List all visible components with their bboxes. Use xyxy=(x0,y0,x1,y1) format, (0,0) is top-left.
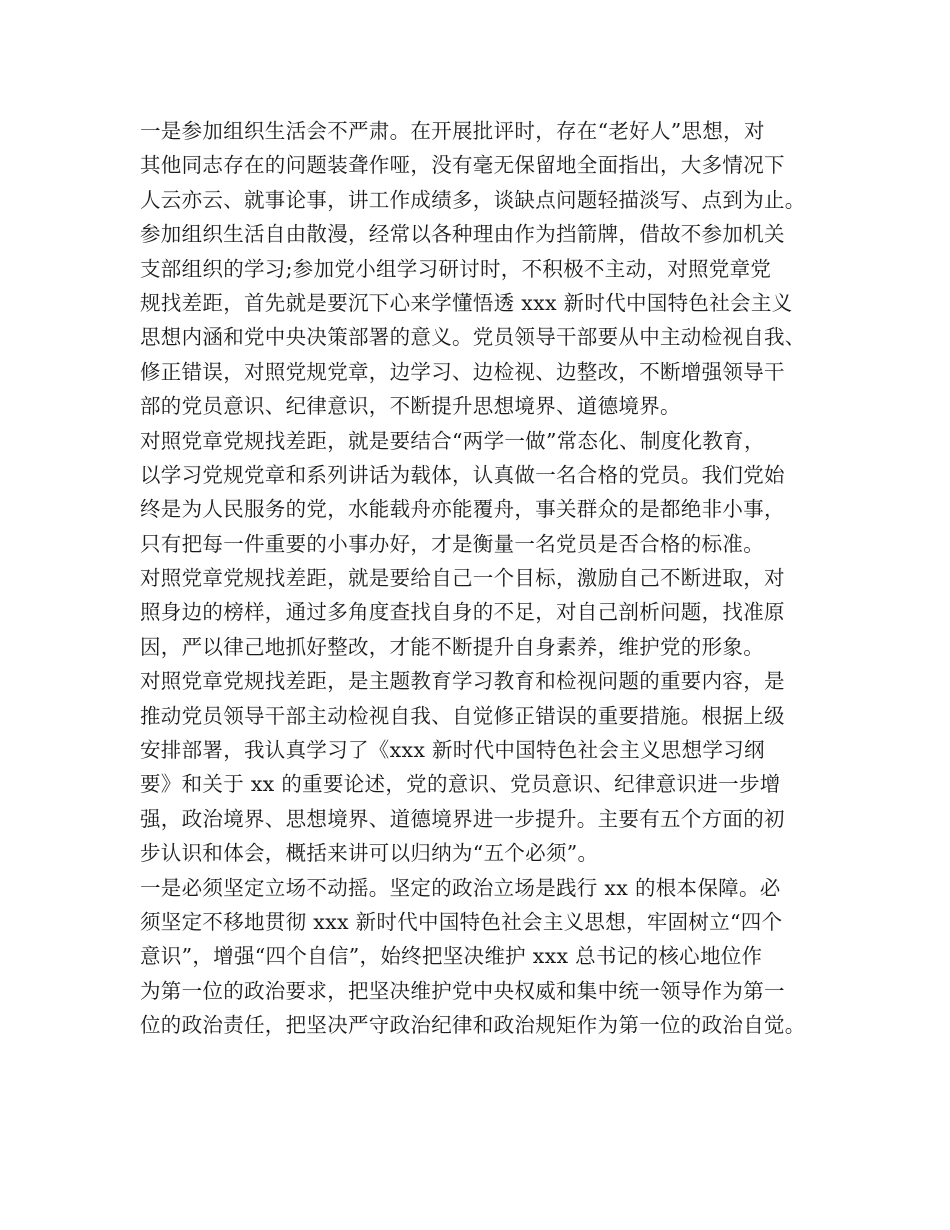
text-line: 一是参加组织生活会不严肃。在开展批评时，存在“老好人”思想，对 xyxy=(140,119,765,143)
text-line: 照身边的榜样，通过多角度查找自身的不足，对自己剖析问题，找准原 xyxy=(140,600,785,625)
document-body xyxy=(140,114,830,1043)
text-line: 以学习党规党章和系列讲话为载体，认真做一名合格的党员。我们党始 xyxy=(140,462,785,487)
text-line: 修正错误，对照党规党章，边学习、边检视、边整改，不断增强领导干 xyxy=(140,359,785,384)
text-line: 其他同志存在的问题装聋作哑，没有毫无保留地全面指出，大多情况下 xyxy=(140,153,785,178)
text-line: 只有把每一件重要的小事办好，才是衡量一名党员是否合格的标准。 xyxy=(140,531,764,556)
text-line: 部的党员意识、纪律意识，不断提升思想境界、道德境界。 xyxy=(140,394,681,419)
text-line: 意识”，增强“四个自信”，始终把坚决维护 xxx 总书记的核心地位作 xyxy=(140,944,763,969)
text-line: 因，严以律己地抓好整改，才能不断提升自身素养，维护党的形象。 xyxy=(140,634,764,659)
text-line: 支部组织的学习;参加党小组学习研讨时，不积极不主动，对照党章党 xyxy=(140,256,772,281)
text-line: 步认识和体会，概括来讲可以归纳为“五个必须”。 xyxy=(140,841,599,866)
text-line: 对照党章党规找差距，是主题教育学习教育和检视问题的重要内容，是 xyxy=(140,669,785,694)
text-line: 参加组织生活自由散漫，经常以各种理由作为挡箭牌，借故不参加机关 xyxy=(140,222,785,247)
text-line: 对照党章党规找差距，就是要结合“两学一做”常态化、制度化教育， xyxy=(140,428,765,453)
text-line: 要》和关于 xx 的重要论述，党的意识、党员意识、纪律意识进一步增 xyxy=(140,772,781,797)
text-line: 位的政治责任，把坚决严守政治纪律和政治规矩作为第一位的政治自觉。 xyxy=(140,1013,806,1038)
text-line: 安排部署，我认真学习了《xxx 新时代中国特色社会主义思想学习纲 xyxy=(140,738,765,763)
text-line: 强，政治境界、思想境界、道德境界进一步提升。主要有五个方面的初 xyxy=(140,806,785,831)
text-line: 一是必须坚定立场不动摇。坚定的政治立场是践行 xx 的根本保障。必 xyxy=(140,875,781,900)
text-line: 推动党员领导干部主动检视自我、自觉修正错误的重要措施。根据上级 xyxy=(140,703,785,728)
text-line: 思想内涵和党中央决策部署的意义。党员领导干部要从中主动检视自我、 xyxy=(140,325,806,350)
text-line: 人云亦云、就事论事，讲工作成绩多，谈缺点问题轻描淡写、点到为止。 xyxy=(140,187,806,212)
text-line: 规找差距，首先就是要沉下心来学懂悟透 xxx 新时代中国特色社会主义 xyxy=(140,290,793,315)
text-line: 为第一位的政治要求，把坚决维护党中央权威和集中统一领导作为第一 xyxy=(140,978,785,1003)
text-line: 终是为人民服务的党，水能载舟亦能覆舟，事关群众的是都绝非小事， xyxy=(140,497,785,522)
text-line: 对照党章党规找差距，就是要给自己一个目标，激励自己不断进取，对 xyxy=(140,566,785,591)
text-line: 须坚定不移地贯彻 xxx 新时代中国特色社会主义思想，牢固树立“四个 xyxy=(140,909,783,934)
